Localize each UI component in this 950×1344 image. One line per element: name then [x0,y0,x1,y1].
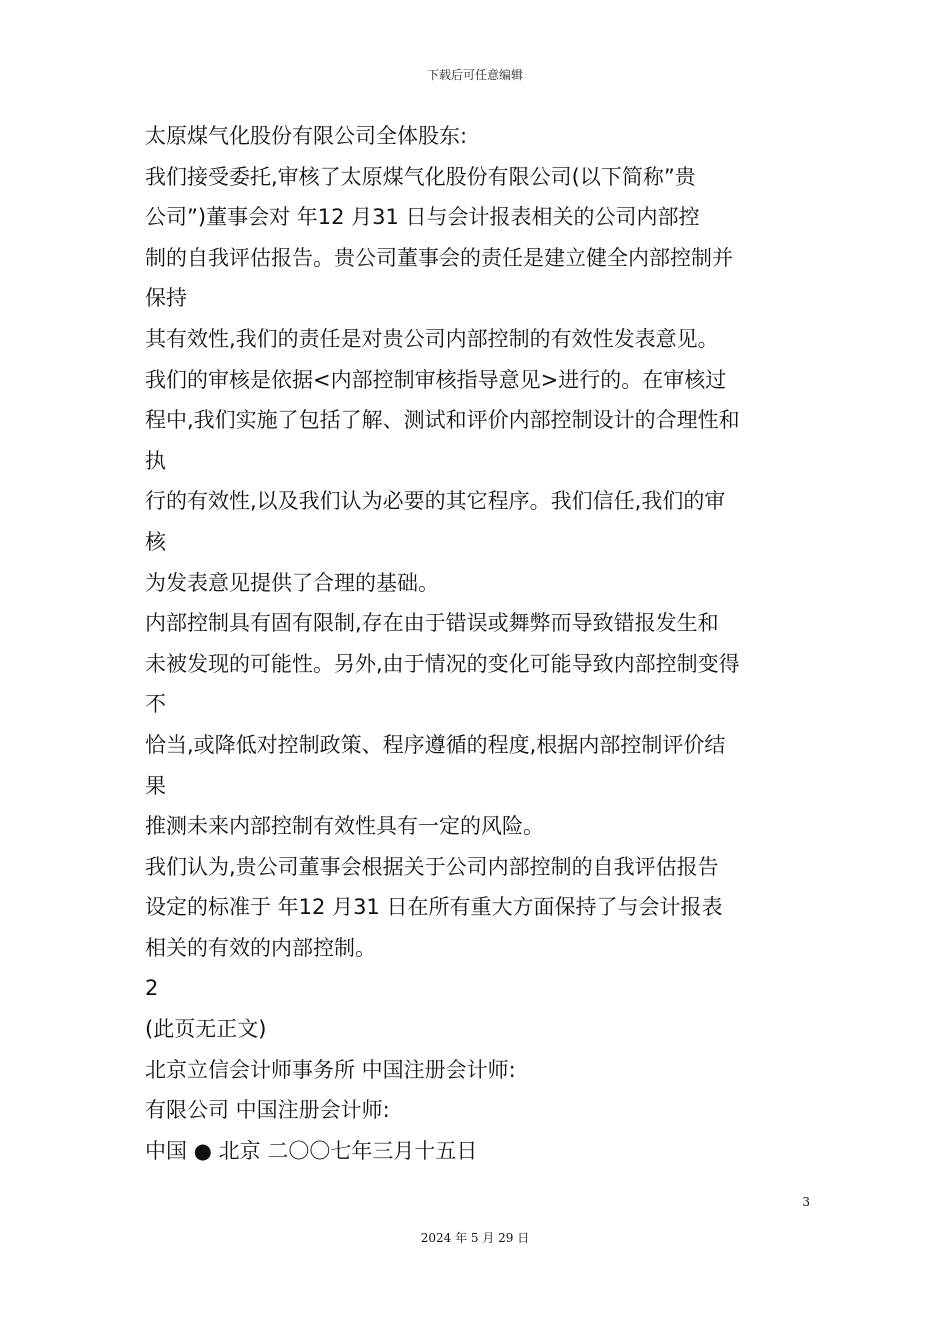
signature-firm-line: 北京立信会计师事务所 中国注册会计师: [145,1057,516,1082]
page-number: 3 [802,1195,810,1209]
text-line: 其有效性,我们的责任是对贵公司内部控制的有效性发表意见。 [145,326,719,351]
text-line: 程中,我们实施了包括了解、测试和评价内部控制设计的合理性和 [145,408,740,433]
text-line: 相关的有效的内部控制。 [145,935,376,960]
text-line: 恰当,或降低对控制政策、程序遵循的程度,根据内部控制评价结 [145,732,726,757]
text-line: 设定的标准于 年12 月31 日在所有重大方面保持了与会计报表 [145,895,723,920]
page-header: 下载后可任意编辑 [426,68,523,82]
signature-location-date-line: 中国 ● 北京 二〇〇七年三月十五日 [145,1138,478,1163]
text-line: 未被发现的可能性。另外,由于情况的变化可能导致内部控制变得 [145,651,740,676]
text-line: 保持 [145,286,187,311]
text-line: 为发表意见提供了合理的基础。 [145,570,439,595]
document-body [145,116,825,1171]
section-number: 2 [145,976,159,1001]
text-line: 不 [145,692,166,717]
no-text-note: (此页无正文) [145,1017,267,1042]
text-line: 我们的审核是依据<内部控制审核指导意见>进行的。在审核过 [145,367,727,392]
signature-company-line: 有限公司 中国注册会计师: [145,1098,390,1123]
text-line: 果 [145,773,166,798]
text-line: 推测未来内部控制有效性具有一定的风险。 [145,814,544,839]
text-line: 公司”)董事会对 年12 月31 日与会计报表相关的公司内部控 [145,205,700,230]
text-line: 我们接受委托,审核了太原煤气化股份有限公司(以下简称”贵 [145,164,696,189]
text-line: 行的有效性,以及我们认为必要的其它程序。我们信任,我们的审 [145,489,726,514]
text-line: 执 [145,448,166,473]
text-line: 我们认为,贵公司董事会根据关于公司内部控制的自我评估报告 [145,854,719,879]
text-line: 核 [145,529,166,554]
salutation-line: 太原煤气化股份有限公司全体股东: [145,124,468,148]
text-line: 内部控制具有固有限制,存在由于错误或舞弊而导致错报发生和 [145,611,719,636]
text-line: 制的自我评估报告。贵公司董事会的责任是建立健全内部控制并 [145,245,733,270]
footer-date: 2024 年 5 月 29 日 [420,1231,530,1245]
